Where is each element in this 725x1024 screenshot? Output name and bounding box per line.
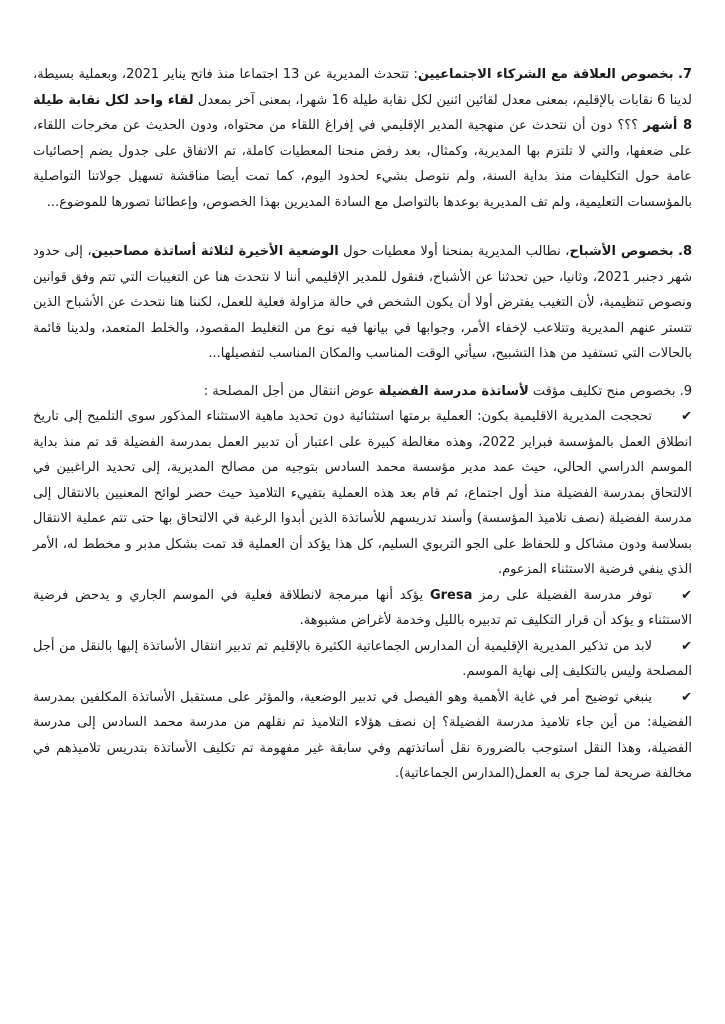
checklist-item: [33, 583, 692, 634]
section-8-text-2: ، إلى حدود شهر دجنبر 2021، وثانيا، حين تحدثنا عن الأشباح، فنقول للمدير الإقليمي أننا لا نتحدث هنا عن التغيبات التي تتم وفق قوانين ونصوص تنظيمية، لأن التغيب يفترض أولا أن يكون الشخص في حالة مزاولة فعلية للعمل، لكننا هنا نتحدث عن الأشباح الذين تتستر عنهم المديرية وتتلاعب لإخفاء الأمر، وجوابها في بيانها فيه نوع من التغليط المقصود، والخلط المتعمد، ولدينا قائمة بالحالات التي تستفيد من هذا التشبيح، سيأتي الوقت المناسب والمكان المناسب لتفصيلها...: [33, 244, 692, 361]
section-7-heading: بخصوص العلاقة مع الشركاء الاجتماعيين: [417, 67, 674, 82]
checklist-item: [33, 685, 692, 787]
section-7: [33, 62, 692, 215]
checklist-item: [33, 404, 692, 583]
section-7-text-1: : تتحدث المديرية عن 13 اجتماعا منذ فاتح يناير 2021، وبعملية بسيطة، لدينا 6 نقابات بالإقليم، بمعنى معدل لقائين اثنين لكل نقابة طيلة 16 شهرا، بمعنى آخر بمعدل: [33, 67, 692, 108]
checklist-item-text: تحججت المديرية الاقليمية بكون: العملية برمتها استثنائية دون تحديد ماهية الاستثناء المذكور سوى التلميح إلى تاريخ انطلاق العمل بالمؤسسة فبراير 2022، وهذه مغالطة كبيرة على اعتبار أن تدبير العمل بمدرسة الفضيلة قد تم منذ بداية الموسم الدراسي الحالي، حيث عمد مدير مؤسسة محمد السادس بتوجيه من مصالح المديرية، إلى تحديد الراغبين في الالتحاق بمدرسة الفضيلة منذ أول اجتماع، ثم قام بعد هذه العملية بتفييء التلاميذ حيث حصر لوائح المعنيين بالانتقال إلى مدرسة الفضيلة (نصف تلاميذ المؤسسة) وأسند تدريسهم للأساتذة الذين أبدوا الرغبة في الالتحاق بها حتى تتم عملية الانتقال بسلاسة ودون مشاكل و للحفاظ على الجو التربوي السليم، كل هذا يؤكد أن العملية قد تمت بشكل مدبر و مخطط له، الأمر الذي ينفي فرضية الاستثناء المزعوم.: [33, 409, 693, 577]
section-8-heading: بخصوص الأشباح: [569, 244, 674, 259]
section-9-number: 9.: [679, 383, 692, 399]
checklist-item-text-end: يؤكد أنها مبرمجة لانطلاقة فعلية في الموسم الجاري و يدحض فرضية الاستثناء و يؤكد أن قرار التكليف تم تدبيره بالليل وخدمة لأغراض مشبوهة.: [33, 587, 692, 628]
checklist-item-text: ينبغي توضيح أمر في غاية الأهمية وهو الفيصل في تدبير الوضعية، والمؤثر على مستقبل الأساتذة المكلفين بمدرسة الفضيلة: من أين جاء تلاميذ مدرسة الفضيلة؟ إن نصف هؤلاء التلاميذ تم نقلهم من مدرسة محمد السادس إلى مدرسة الفضيلة، وهذا النقل استوجب بالضرورة نقل أساتذتهم وفي سابقة غير مفهومة تم تكليف الأساتذة بتدريس تلاميذهم في مخالفة صريحة لما جرى به العمل(المدارس الجماعاتية).: [33, 689, 692, 781]
checkmark-icon: ✔: [681, 409, 692, 424]
checklist-item-text: توفر مدرسة الفضيلة على رمز: [472, 587, 652, 603]
section-9-text-1: بخصوص منح تكليف مؤقت: [528, 383, 680, 399]
section-7-number: 7.: [678, 67, 692, 82]
checkmark-icon: ✔: [681, 587, 692, 603]
checkmark-icon: ✔: [681, 689, 692, 705]
section-9-text-2: عوض انتقال من أجل المصلحة :: [203, 383, 379, 399]
checklist-item-text: لابد من تذكير المديرية الإقليمية أن المدارس الجماعاتية الكثيرة بالإقليم تم تدبير انتقال الأساتذة إليها بالنقل من أجل المصلحة وليس بالتكليف إلى نهاية الموسم.: [33, 638, 692, 679]
section-8-number: 8.: [678, 244, 693, 259]
section-8: [33, 239, 692, 367]
gresa-code: Gresa: [429, 587, 473, 603]
section-9-intro: [33, 379, 692, 405]
checkmark-icon: ✔: [681, 638, 692, 654]
section-7-text-2: ؟؟؟ دون أن نتحدث عن منهجية المدير الإقليمي في إفراغ اللقاء من محتواه، ودون الحديث عن مخرجات اللقاء، على ضعفها، والتي لا تلتزم بها المديرية، وكمثال، بعد رفض منحنا المعطيات كاملة، تم الاتفاق على جدول يضم إحصائيات عامة حول التكليفات منذ بداية السنة، ولم نتوصل بشيء لحدود اليوم، كما تمت أيضا مناقشة تسهيل جولاتنا التواصلية بالمؤسسات التعليمية، ولم تف المديرية بوعدها بالتواصل مع السادة المديرين بهذا الخصوص، وإعطائنا تصورها للموضوع...: [33, 118, 692, 210]
section-7-highlight: لقاء واحد لكل نقابة طيلة 8 أشهر: [33, 92, 692, 133]
section-8-text-1: ، نطالب المديرية بمنحنا أولا معطيات حول: [338, 244, 570, 259]
section-9-highlight: لأساتذة مدرسة الفضيلة: [378, 383, 529, 399]
section-8-highlight: الوضعية الأخيرة لثلاثة أساتذة مصاحبين: [91, 244, 339, 259]
checklist-item: [33, 634, 692, 685]
